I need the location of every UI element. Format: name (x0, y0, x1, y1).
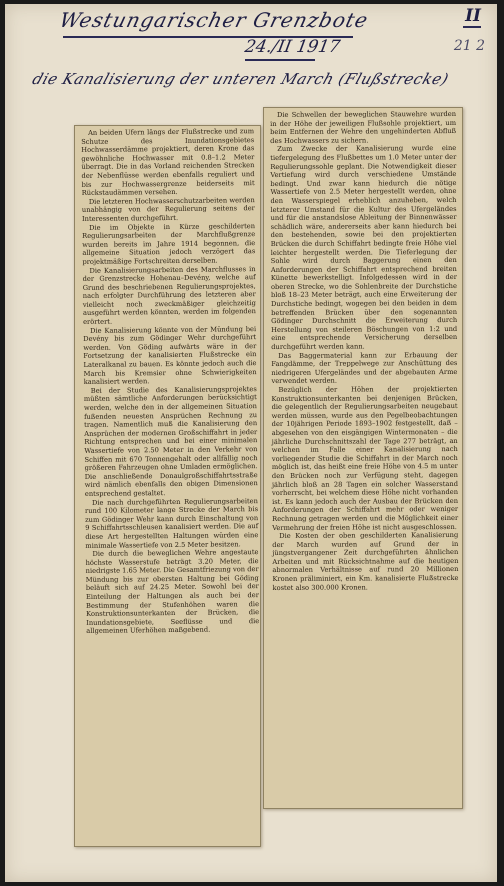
corner-number: 21 2 (453, 38, 485, 54)
left-column (75, 125, 261, 636)
paragraph: Die nach durchgeführten Regulierungsarbeiten rund 100 Kilometer lange Strecke der March bis zum Gödinger Wehr kann durch Einschaltung von 9 Schiffahrtsschleusen kanalisiert werden. Die auf diese Art hergestellten Haltungen würden eine minimale Wassertiefe von 2.5 Meter besitzen. (84, 496, 259, 550)
right-column (264, 107, 463, 592)
paragraph: Bei der Studie des Kanalisierungsprojektes müßten sämtliche Anforderungen berücksichtigt werden, welche den in der allgemeinen Situation fußenden neuesten Ansprüchen Rechnung zu tragen. Namentlich muß die Kanalisierung den Ansprüchen der modernen Großschiffahrt in jeder Richtung entsprechen und bei einer minimalen Wassertiefe von 2.50 Meter in den Verkehr von Schiffen mit 670 Tonnengehalt oder allfällig noch größeren Fahrzeugen ohne Umladen ermöglichen. Die anschließende Donaulgroßschiffahrtsstraße wird nämlich ebenfalls den obigen Dimensionen entsprechend gestaltet. (83, 384, 258, 498)
paragraph: Die Schwellen der beweglichen Stauwehre wurden in der Höhe der jeweiligen Flußsohle projektiert, um beim Entfernen der Wehre den ungehinderten Abfluß des Hochwassers zu sichern. (270, 109, 457, 145)
clipping-right (263, 107, 463, 809)
corner-mark: II (465, 6, 481, 26)
paragraph: An beiden Ufern längs der Flußstrecke und zum Schutze des Inundationsgebietes Hochwasserdämme projektiert, deren Krone das gewöhnliche Hochwasser mit 0.8–1.2 Meter überragt. Die in das Vorland reichenden Strecken der Nebenflüsse werden ebenfalls reguliert und bis zur Hochwassergrenze beiderseits mit Rückstaudämmen versehen. (81, 127, 255, 198)
paragraph: Die letzteren Hochwasserschutzarbeiten werden unabhängig von der Regulierung seitens der Interessenten durchgeführt. (81, 195, 255, 223)
publication-date: 24./II 1917 (243, 37, 342, 57)
newspaper-name: Westungarischer Grenzbote (57, 8, 372, 32)
date-underline (245, 59, 315, 61)
paragraph: Zum Zwecke der Kanalisierung wurde eine tiefergelegung des Flußbettes um 1.0 Meter unter der Regulierungssohle geplant. Die Notwendigkeit dieser Vertiefung wird durch verschiedene Umstände bedingt. Und zwar kann hiedurch die nötige Wassertiefe von 2.5 Meter hergestellt werden, ohne den Wasserspiegel erheblich anzuheben, welch letzterer Umstand für die Kultur des Ufergeländes und für die anstandslose Ableitung der Binnenwässer schädlich wäre, andererseits aber kann hiedurch bei den bestehenden, sowie bei den projektierten Brücken die durch Schiffahrt bedingte freie Höhe viel leichter hergestellt werden. Die Tieferlegung der Sohle wird durch Baggerung einen den Anforderungen der Schiffahrt entsprechend breiten Künette bewerkstelligt. Infolgedessen wird in der oberen Strecke, wo die Sohlenbreite der Durchstiche bloß 18–23 Meter beträgt, auch eine Erweiterung der Durchstiche bedingt, wogegen bei den beiden in dem betreffenden Brücken über den sogenannten Gödinger Durchschnitt die Erweiterung durch Herstellung von steileren Böschungen von 1:2 und eine entsprechende Versicherung derselben durchgeführt werden kann. (270, 144, 458, 351)
handwritten-subtitle: die Kanalisierung der unteren March (Flußstrecke) (30, 70, 452, 88)
paragraph: Bezüglich der Höhen der projektierten Konstruktionsunterkanten bei denjenigen Brücken, die gelegentlich der Regulierungsarbeiten neugebaut werden müssen, wurde aus den Pegelbeobachtungen der 10jährigen Periode 1893–1902 festgestellt, daß – abgesehen von den eisgängigen Wintermonaten – die jährliche Durchschnittszahl der Tage 277 beträgt, an welchen im Falle einer Kanalisierung nach vorliegender Studie die Schiffahrt in der March noch möglich ist, das heißt eine freie Höhe von 4.5 m unter den Brücken noch zur Verfügung steht, dagegen jährlich bloß an 28 Tagen ein solcher Wasserstand vorherrscht, bei welchem diese Höhe nicht vorhanden ist. Es kann jedoch auch der Ausbau der Brücken den Anforderungen der Schiffahrt mehr oder weniger Rechnung getragen werden und die Möglichkeit einer Vermehrung der freien Höhe ist nicht ausgeschlossen. (271, 384, 459, 532)
clipping-left (74, 125, 261, 847)
paragraph: Die im Objekte in Kürze geschilderten Regulierungsarbeiten der Marchflußgrenze wurden bereits im Jahre 1914 begonnen, die allgemeine Situation jedoch verzögert das projektmäßige Fortschreiten derselben. (82, 221, 256, 266)
paragraph: Die Kosten der oben geschilderten Kanalisierung der March wurden auf Grund der in jüngstvergangener Zeit durchgeführten ähnlichen Arbeiten und mit Rücksichtnahme auf die heutigen abnormalen Verhältnisse auf rund 20 Millionen Kronen präliminiert, ein Km. kanalisierte Flußstrecke kostet also 300.000 Kronen. (272, 531, 459, 592)
paragraph: Die Kanalisierung könnte von der Mündung bei Devény bis zum Gödinger Wehr durchgeführt werden. Von Göding aufwärts wäre in der Fortsetzung der kanalisierten Flußstrecke ein Lateralkanal zu bauen. Es könnte jedoch auch die March bis Kremsier ohne Schwierigkeiten kanalisiert werden. (83, 324, 257, 387)
paragraph: Die Kanalisierungsarbeiten des Marchflusses in der Grenzstrecke Hohenau–Devény, welche auf Grund des beschriebenen Regulierungsprojektes, nach erfolgter Durchführung des letzteren aber vielleicht noch zweckmäßiger gleichzeitig ausgeführt werden könnten, werden im folgenden erörtert. (82, 264, 256, 326)
corner-mark-underline (463, 26, 481, 28)
paragraph: Das Baggermaterial kann zur Erbauung der Fangdämme, der Treppelwege zur Anschüttung des niedrigeren Ufergeländes und der abgebauten Arme verwendet werden. (271, 350, 458, 386)
archive-sheet (5, 4, 497, 882)
paragraph: Die durch die beweglichen Wehre angestaute höchste Wasserstufe beträgt 3.20 Meter, die niedrigste 1.65 Meter. Die Gesamtfriezung von der Mündung bis zur obersten Haltung bei Göding beläuft sich auf 24.25 Meter. Sowohl bei der Einteilung der Haltungen als auch bei der Bestimmung der Stufenhöhen waren die Konstruktionsunterkanten der Brücken, die Inundationsgebiete, Seeflüsse und die allgemeinen Uferhöhen maßgebend. (85, 548, 260, 636)
